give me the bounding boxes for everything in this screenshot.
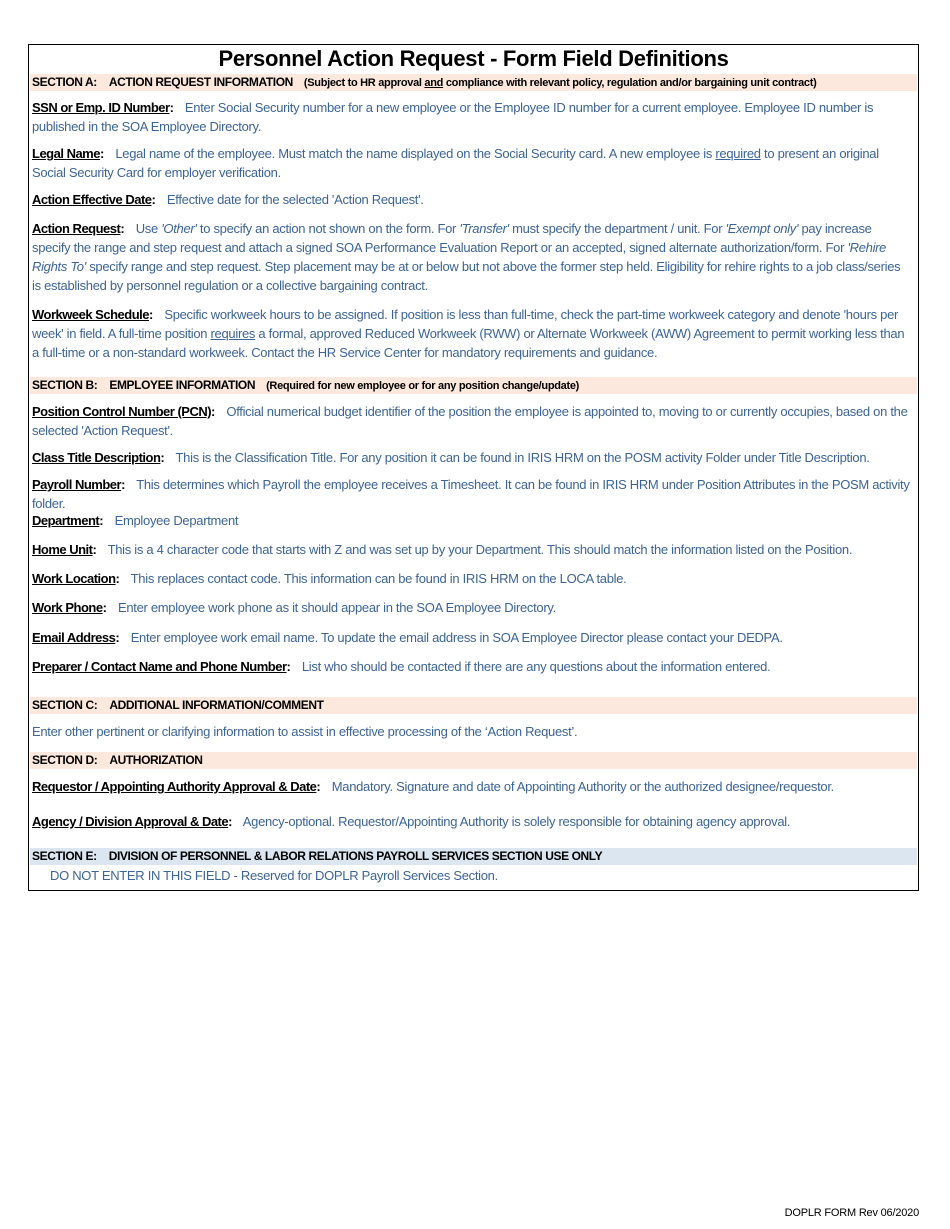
department-definition: Department: Employee Department: [32, 513, 239, 528]
workweek-label: Workweek Schedule: [32, 307, 149, 322]
section-e-label: SECTION E:: [32, 849, 97, 863]
class-title-definition: Class Title Description: This is the Classification Title. For any position it can be found in IRIS HRM on the POSM activity Folder under Title Description.: [32, 450, 870, 465]
work-location-definition: Work Location: This replaces contact code. This information can be found in IRIS HRM on the LOCA table.: [32, 571, 627, 586]
payroll-label: Payroll Number: [32, 477, 122, 492]
section-a-label: SECTION A:: [32, 75, 97, 89]
requestor-approval-label: Requestor / Appointing Authority Approval & Date: [32, 779, 317, 794]
section-a-title: ACTION REQUEST INFORMATION: [108, 75, 293, 89]
page-title: Personnel Action Request - Form Field Definitions: [218, 46, 729, 71]
pcn-label: Position Control Number (PCN): [32, 404, 212, 419]
effective-date-text: Effective date for the selected 'Action Request'.: [166, 192, 424, 207]
work-phone-definition: Work Phone: Enter employee work phone as it should appear in the SOA Employee Directory.: [32, 600, 556, 615]
preparer-definition: Preparer / Contact Name and Phone Number: List who should be contacted if there are any questions about the information entered.: [32, 659, 771, 674]
department-label: Department: [32, 513, 100, 528]
section-e-text: DO NOT ENTER IN THIS FIELD - Reserved for DOPLR Payroll Services Section.: [50, 868, 498, 883]
ssn-label: SSN or Emp. ID Number: [32, 100, 170, 115]
section-d-label: SECTION D:: [32, 753, 98, 767]
requestor-approval-definition: Requestor / Appointing Authority Approval & Date: Mandatory. Signature and date of Appointing Authority or the authorized designee/requestor.: [32, 779, 834, 794]
preparer-label: Preparer / Contact Name and Phone Number: [32, 659, 287, 674]
action-request-definition: Action Request: Use 'Other' to specify an action not shown on the form. For 'Transfer' must specify the department / unit. For 'Exempt only' pay increase specify the range and step request and attach a signed SOA Performance Evaluation Report or an accepted, signed alternate authorization/form. For 'Rehire Rights To' specify range and step request. Step placement may be at or below but not above the former step held. Eligibility for rehire rights to a job class/series is established by personnel regulation or a collective bargaining contract.: [32, 221, 901, 293]
section-b-label: SECTION B:: [32, 378, 98, 392]
section-c-label: SECTION C:: [32, 698, 98, 712]
section-d-title: AUTHORIZATION: [109, 753, 203, 767]
effective-date-definition: Action Effective Date: Effective date for the selected 'Action Request'.: [32, 192, 424, 207]
section-c-header: [30, 697, 917, 714]
form-definitions-frame: [28, 44, 919, 891]
work-location-label: Work Location: [32, 571, 116, 586]
section-c-text: Enter other pertinent or clarifying information to assist in effective processing of the ‘Action Request’.: [32, 724, 578, 739]
pcn-definition: Position Control Number (PCN): Official numerical budget identifier of the position the employee is appointed to, moving to or currently occupies, based on the selected 'Action Request'.: [32, 404, 908, 438]
section-a-note: (Subject to HR approval and compliance with relevant policy, regulation and/or bargaining unit contract): [303, 77, 817, 89]
section-b-title: EMPLOYEE INFORMATION: [109, 378, 256, 392]
email-definition: Email Address: Enter employee work email name. To update the email address in SOA Employee Director please contact your DEDPA.: [32, 630, 783, 645]
email-label: Email Address: [32, 630, 116, 645]
agency-approval-label: Agency / Division Approval & Date: [32, 814, 229, 829]
section-e-title: DIVISION OF PERSONNEL & LABOR RELATIONS PAYROLL SERVICES SECTION USE ONLY: [108, 849, 603, 863]
legal-name-definition: Legal Name: Legal name of the employee. Must match the name displayed on the Social Security card. A new employee is required to present an original Social Security Card for employer verification.: [32, 146, 879, 180]
work-phone-label: Work Phone: [32, 600, 103, 615]
workweek-definition: Workweek Schedule: Specific workweek hours to be assigned. If position is less than full-time, check the part-time workweek category and denote 'hours per week' in field. A full-time position requires a formal, approved Reduced Workweek (RWW) or Alternate Workweek (AWW) Agreement to permit working less than a full-time or a non-standard workweek. Contact the HR Service Center for mandatory requirements and guidance.: [32, 307, 905, 360]
action-request-label: Action Request: [32, 221, 121, 236]
form-revision-footer: DOPLR FORM Rev 06/2020: [784, 1207, 919, 1219]
home-unit-label: Home Unit: [32, 542, 93, 557]
class-title-label: Class Title Description: [32, 450, 161, 465]
effective-date-label: Action Effective Date: [32, 192, 152, 207]
payroll-definition: Payroll Number: This determines which Payroll the employee receives a Timesheet. It can be found in IRIS HRM under Position Attributes in the POSM activity folder.: [32, 477, 910, 511]
ssn-text: Enter Social Security number for a new employee or the Employee ID number for a current employee. Employee ID number is published in the SOA Employee Directory.: [32, 100, 874, 134]
section-a-header: [30, 74, 917, 91]
agency-approval-definition: Agency / Division Approval & Date: Agency-optional. Requestor/Appointing Authority is solely responsible for obtaining agency approval.: [32, 814, 791, 829]
section-b-header: [30, 377, 917, 394]
section-d-header: [30, 752, 917, 769]
home-unit-definition: Home Unit: This is a 4 character code that starts with Z and was set up by your Department. This should match the information listed on the Position.: [32, 542, 853, 557]
section-b-note: (Required for new employee or for any position change/update): [266, 380, 580, 392]
ssn-definition: SSN or Emp. ID Number: Enter Social Security number for a new employee or the Employee ID number for a current employee. Employee ID number is published in the SOA Employee Directory.: [32, 100, 874, 134]
section-c-title: ADDITIONAL INFORMATION/COMMENT: [109, 698, 324, 712]
legal-name-label: Legal Name: [32, 146, 100, 161]
section-e-header: [30, 848, 917, 865]
